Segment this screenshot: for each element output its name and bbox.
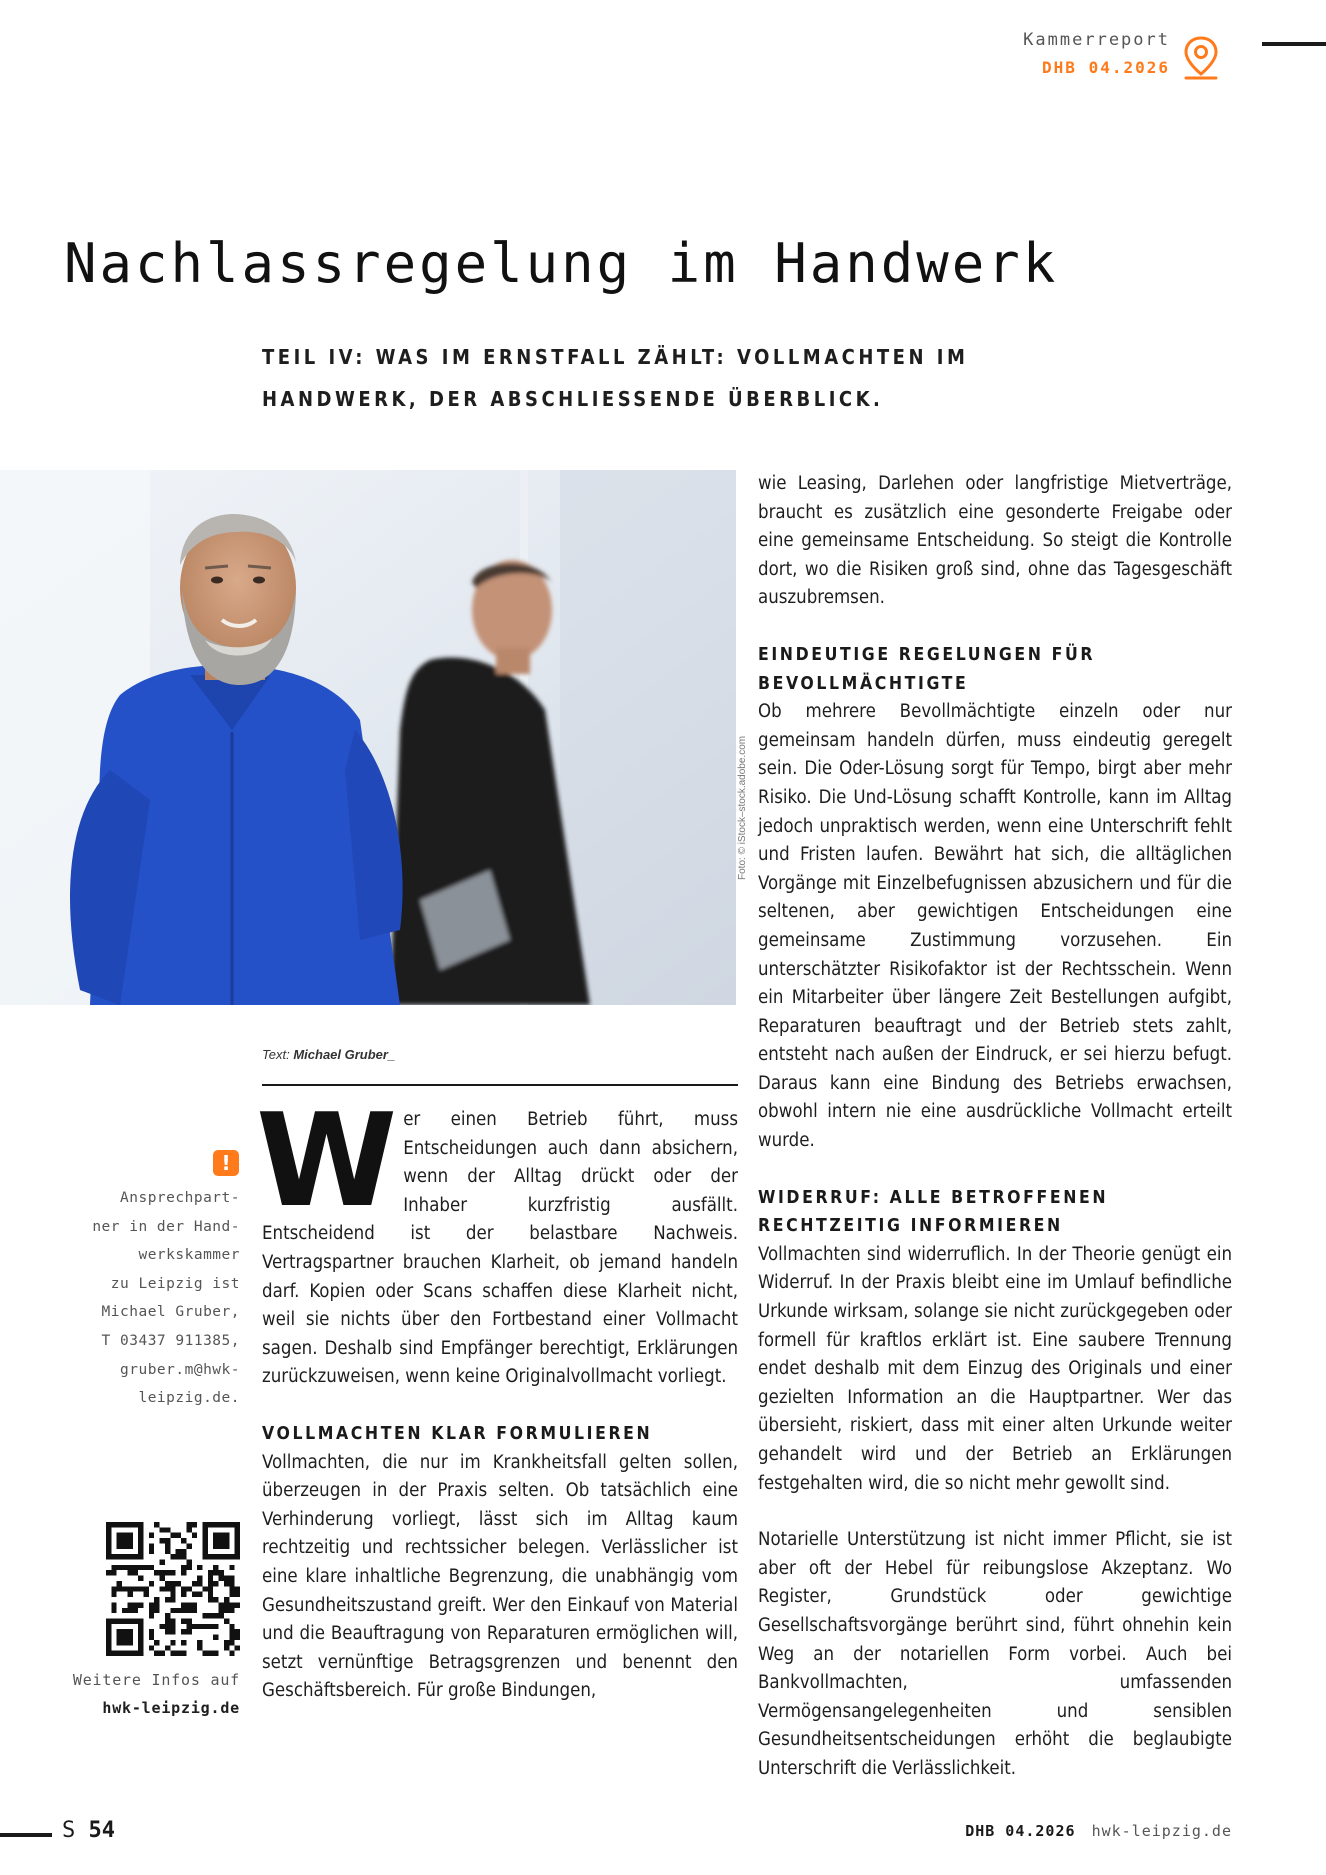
intro-text: er einen Betrieb führt, muss Entscheidungen auch dann absichern, wenn der Alltag drückt oder der Inhaber kurzfristig ausfällt. Entscheidend ist der belastbare Nachweis. Vertragspartner brauchen Klarheit, ob jemand handeln darf. Kopien oder Scans schaffen diese Klarheit nicht, weil sie nichts über den Fortbestand einer Vollmacht sagen. Deshalb sind Empfänger berechtigt, Erklärungen zurückzuweisen, wenn keine Originalvollmacht vorliegt.	[262, 1109, 738, 1388]
issue-label: DHB 04.2026	[1042, 58, 1170, 77]
section2-text: Ob mehrere Bevollmächtigte einzeln oder nur gemeinsam handeln dürfen, muss eindeutig geregelt sein. Die Oder-Lösung sorgt für Tempo, birgt aber mehr Risiko. Die Und-Lösung schafft Kontrolle, kann im Alltag jedoch unpraktisch werden, wenn eine Unterschrift fehlt und Fristen laufen. Bewährt hat sich, die alltäglichen Vorgänge mit Einzelbefugnissen abzusichern und für die seltenen, aber gewichtigen Entscheidungen eine gemeinsame Zustimmung vorzusehen. Ein unterschätzter Risikofaktor ist der Rechtsschein. Wenn ein Mitarbeiter über längere Zeit Bestellungen aufgibt, Reparaturen beauftragt und der Betrieb stets zahlt, entsteht nach außen der Eindruck, er sei hierzu befugt. Daraus kann eine Bindung des Betriebs erwachsen, obwohl intern nie eine ausdrückliche Vollmacht erteilt wurde.	[758, 701, 1232, 1152]
contact-line: gruber.m@hwk-	[120, 1361, 240, 1378]
section1-text: Vollmachten, die nur im Krankheitsfall gelten sollen, überzeugen in der Praxis selten. Ob tatsächlich eine Verhinderung vorliegt, lässt sich im Alltag kaum rechtzeitig und rechtssicher belegen. Verlässlicher ist eine klare inhaltliche Begrenzung, die unabhängig vom Gesundheitszustand greift. Wer den Einkauf von Material und die Beauftragung von Reparaturen ermöglichen will, setzt vernünftige Betragsgrenzen und benennt den Geschäftsbereich. Für große Bindungen,	[262, 1451, 738, 1702]
continuation-text: wie Leasing, Darlehen oder langfristige Mietverträge, braucht es zusätzlich eine gesonderte Freigabe oder eine gemeinsame Entscheidung. So steigt die Kontrolle dort, wo die Risiken groß sind, ohne das Tagesgeschäft auszubremsen.	[758, 473, 1232, 609]
article-title: Nachlassregelung im Handwerk	[64, 232, 1059, 295]
page-number	[62, 1818, 115, 1843]
article-photo	[0, 470, 736, 1005]
section2-heading: EINDEUTIGE REGELUNGEN FÜR BEVOLLMÄCHTIGTE	[758, 644, 1096, 694]
section3-text: Vollmachten sind widerruflich. In der Theorie genügt ein Widerruf. In der Praxis bleibt eine im Umlauf befindliche Urkunde wirksam, solange sie nicht zurückgegeben oder formell für kraftlos erklärt ist. Eine saubere Trennung endet deshalb mit dem Einzug des Originals und einer gezielten Information an die Hauptpartner. Wer das übersieht, riskiert, dass mit einer alten Urkunde weiter gehandelt wird und der Betrieb an Erklärungen festgehalten wird, die so nicht mehr gewollt sind.	[758, 1243, 1232, 1494]
contact-line: ner in der Hand-	[92, 1218, 240, 1235]
footer-issue: DHB 04.2026	[965, 1822, 1076, 1840]
contact-line: T 03437 911385,	[101, 1332, 240, 1349]
footer-rule	[0, 1833, 52, 1837]
header-rule	[1262, 42, 1326, 46]
column-right	[758, 470, 1232, 1784]
contact-line: Michael Gruber,	[101, 1304, 240, 1321]
intro-paragraph	[256, 1087, 738, 1392]
footer-info	[965, 1822, 1232, 1840]
section3-heading: WIDERRUF: ALLE BETROFFENEN RECHTZEITIG INFORMIEREN	[758, 1187, 1109, 1237]
contact-box	[60, 1184, 240, 1413]
alert-icon: !	[213, 1150, 239, 1176]
byline-author: Michael Gruber_	[293, 1047, 396, 1062]
article-subtitle: TEIL IV: WAS IM ERNSTFALL ZÄHLT: VOLLMACHTEN IM HANDWERK, DER ABSCHLIESSENDE ÜBERBLICK.	[262, 345, 969, 411]
page-number-value: 54	[88, 1818, 115, 1843]
contact-line: zu Leipzig ist	[110, 1275, 240, 1292]
more-info-label: Weitere Infos auf	[72, 1671, 240, 1689]
contact-line: leipzig.de.	[138, 1390, 240, 1407]
photo-illustration	[0, 470, 736, 1005]
section1-heading: VOLLMACHTEN KLAR FORMULIEREN	[262, 1423, 653, 1444]
byline	[262, 1047, 395, 1062]
more-info	[40, 1666, 240, 1722]
location-pin-icon	[1178, 34, 1224, 84]
more-info-link[interactable]: hwk-leipzig.de	[102, 1699, 240, 1717]
contact-line: Ansprechpart-	[120, 1190, 240, 1206]
column-middle	[256, 1087, 738, 1706]
footer-url[interactable]: hwk-leipzig.de	[1091, 1822, 1232, 1840]
qr-code[interactable]	[106, 1522, 240, 1656]
closing-text: Notarielle Unterstützung ist nicht immer Pflicht, sie ist aber oft der Hebel für reibungslose Akzeptanz. Wo Register, Grundstück oder gewichtige Gesellschaftsvorgänge berührt sind, führt ohnehin kein Weg an der notariellen Form vorbei. Auch bei Bankvollmachten, umfassenden Vermögensangelegenheiten und sensiblen Gesundheitsentscheidungen erhöht die beglaubigte Unterschrift die Verlässlichkeit.	[758, 1529, 1232, 1779]
page-prefix: S	[62, 1818, 76, 1843]
contact-line: werkskammer	[138, 1247, 240, 1264]
dropcap: W	[256, 1087, 398, 1236]
byline-rule	[262, 1084, 738, 1086]
section-label: Kammerreport	[1023, 30, 1170, 50]
byline-prefix: Text:	[262, 1047, 290, 1062]
photo-credit: Foto: © iStock–stock.adobe.com	[737, 735, 748, 880]
